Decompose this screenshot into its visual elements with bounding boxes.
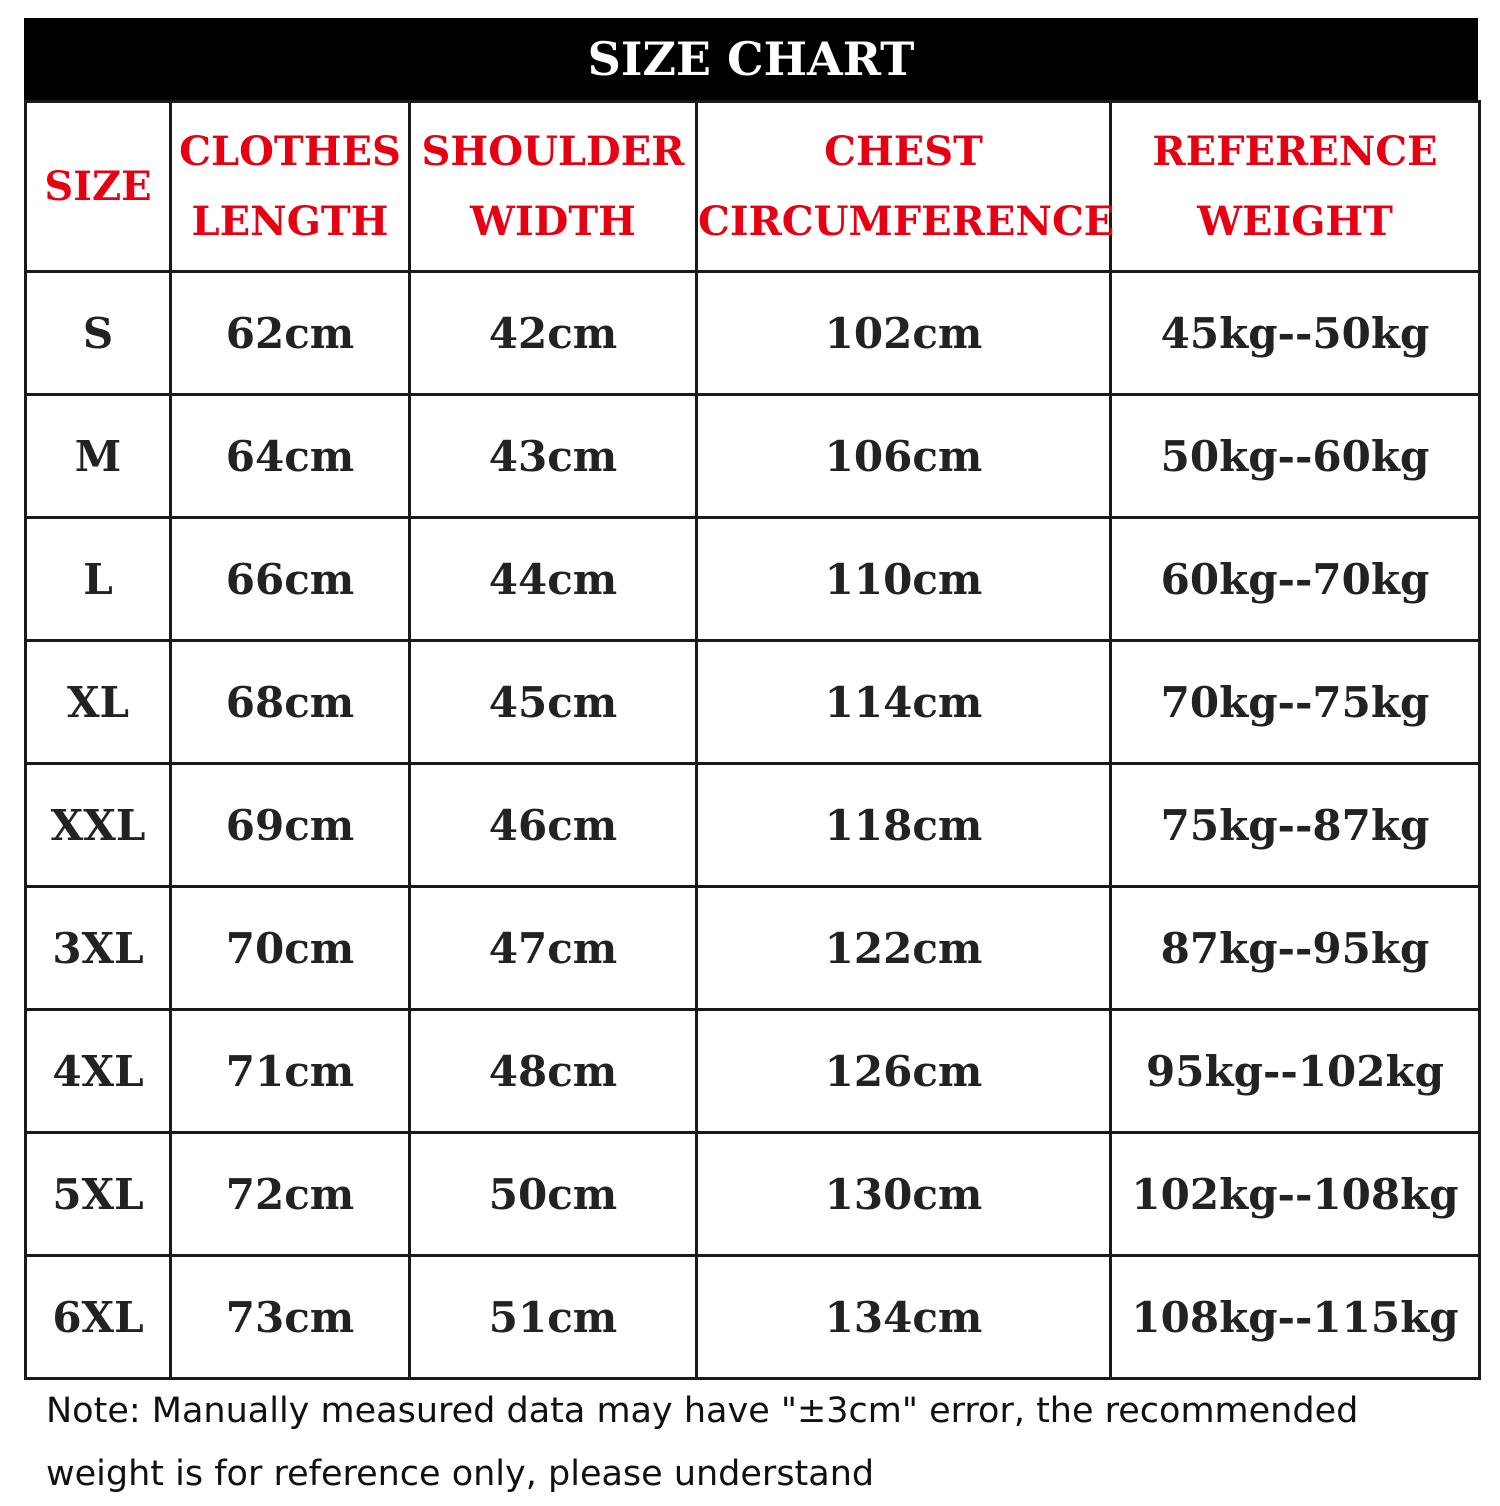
table-row [26,518,1480,641]
cell-clothes-length: 70cm [171,887,410,1010]
cell-chest-circumference: 126cm [697,1010,1111,1133]
cell-reference-weight: 45kg--50kg [1111,272,1480,395]
cell-size: M [26,395,171,518]
cell-size: S [26,272,171,395]
table-row [26,1010,1480,1133]
cell-shoulder-width: 45cm [410,641,697,764]
note-text: Note: Manually measured data may have "±3cm" error, the recommended weight is for reference only, please understand [46,1391,1359,1494]
cell-chest-circumference: 122cm [697,887,1111,1010]
cell-shoulder-width: 50cm [410,1133,697,1256]
cell-reference-weight: 60kg--70kg [1111,518,1480,641]
cell-size: L [26,518,171,641]
header-row [26,102,1480,272]
cell-chest-circumference: 114cm [697,641,1111,764]
cell-chest-circumference: 110cm [697,518,1111,641]
cell-clothes-length: 68cm [171,641,410,764]
cell-clothes-length: 71cm [171,1010,410,1133]
header-size: SIZE [26,102,171,272]
table-row [26,887,1480,1010]
cell-clothes-length: 73cm [171,1256,410,1379]
size-chart-title: SIZE CHART [24,18,1478,100]
cell-shoulder-width: 42cm [410,272,697,395]
cell-shoulder-width: 43cm [410,395,697,518]
cell-size: 6XL [26,1256,171,1379]
header-clothes-length: CLOTHES LENGTH [171,102,410,272]
cell-size: 5XL [26,1133,171,1256]
header-reference-weight: REFERENCE WEIGHT [1111,102,1480,272]
cell-reference-weight: 70kg--75kg [1111,641,1480,764]
cell-clothes-length: 64cm [171,395,410,518]
cell-chest-circumference: 118cm [697,764,1111,887]
cell-reference-weight: 87kg--95kg [1111,887,1480,1010]
cell-shoulder-width: 48cm [410,1010,697,1133]
header-chest-circumference: CHEST CIRCUMFERENCE [697,102,1111,272]
table-row [26,764,1480,887]
cell-shoulder-width: 47cm [410,887,697,1010]
cell-reference-weight: 102kg--108kg [1111,1133,1480,1256]
cell-size: XXL [26,764,171,887]
table-row [26,1133,1480,1256]
cell-chest-circumference: 134cm [697,1256,1111,1379]
cell-clothes-length: 69cm [171,764,410,887]
table-row [26,641,1480,764]
cell-shoulder-width: 51cm [410,1256,697,1379]
header-shoulder-width: SHOULDER WIDTH [410,102,697,272]
cell-shoulder-width: 46cm [410,764,697,887]
size-chart [24,18,1478,1380]
cell-clothes-length: 66cm [171,518,410,641]
table-row [26,272,1480,395]
cell-reference-weight: 50kg--60kg [1111,395,1480,518]
cell-clothes-length: 72cm [171,1133,410,1256]
cell-chest-circumference: 106cm [697,395,1111,518]
cell-chest-circumference: 102cm [697,272,1111,395]
cell-clothes-length: 62cm [171,272,410,395]
size-table [24,100,1481,1380]
table-row [26,1256,1480,1379]
cell-size: 3XL [26,887,171,1010]
cell-chest-circumference: 130cm [697,1133,1111,1256]
cell-reference-weight: 108kg--115kg [1111,1256,1480,1379]
cell-size: XL [26,641,171,764]
cell-size: 4XL [26,1010,171,1133]
cell-shoulder-width: 44cm [410,518,697,641]
cell-reference-weight: 95kg--102kg [1111,1010,1480,1133]
table-row [26,395,1480,518]
cell-reference-weight: 75kg--87kg [1111,764,1480,887]
